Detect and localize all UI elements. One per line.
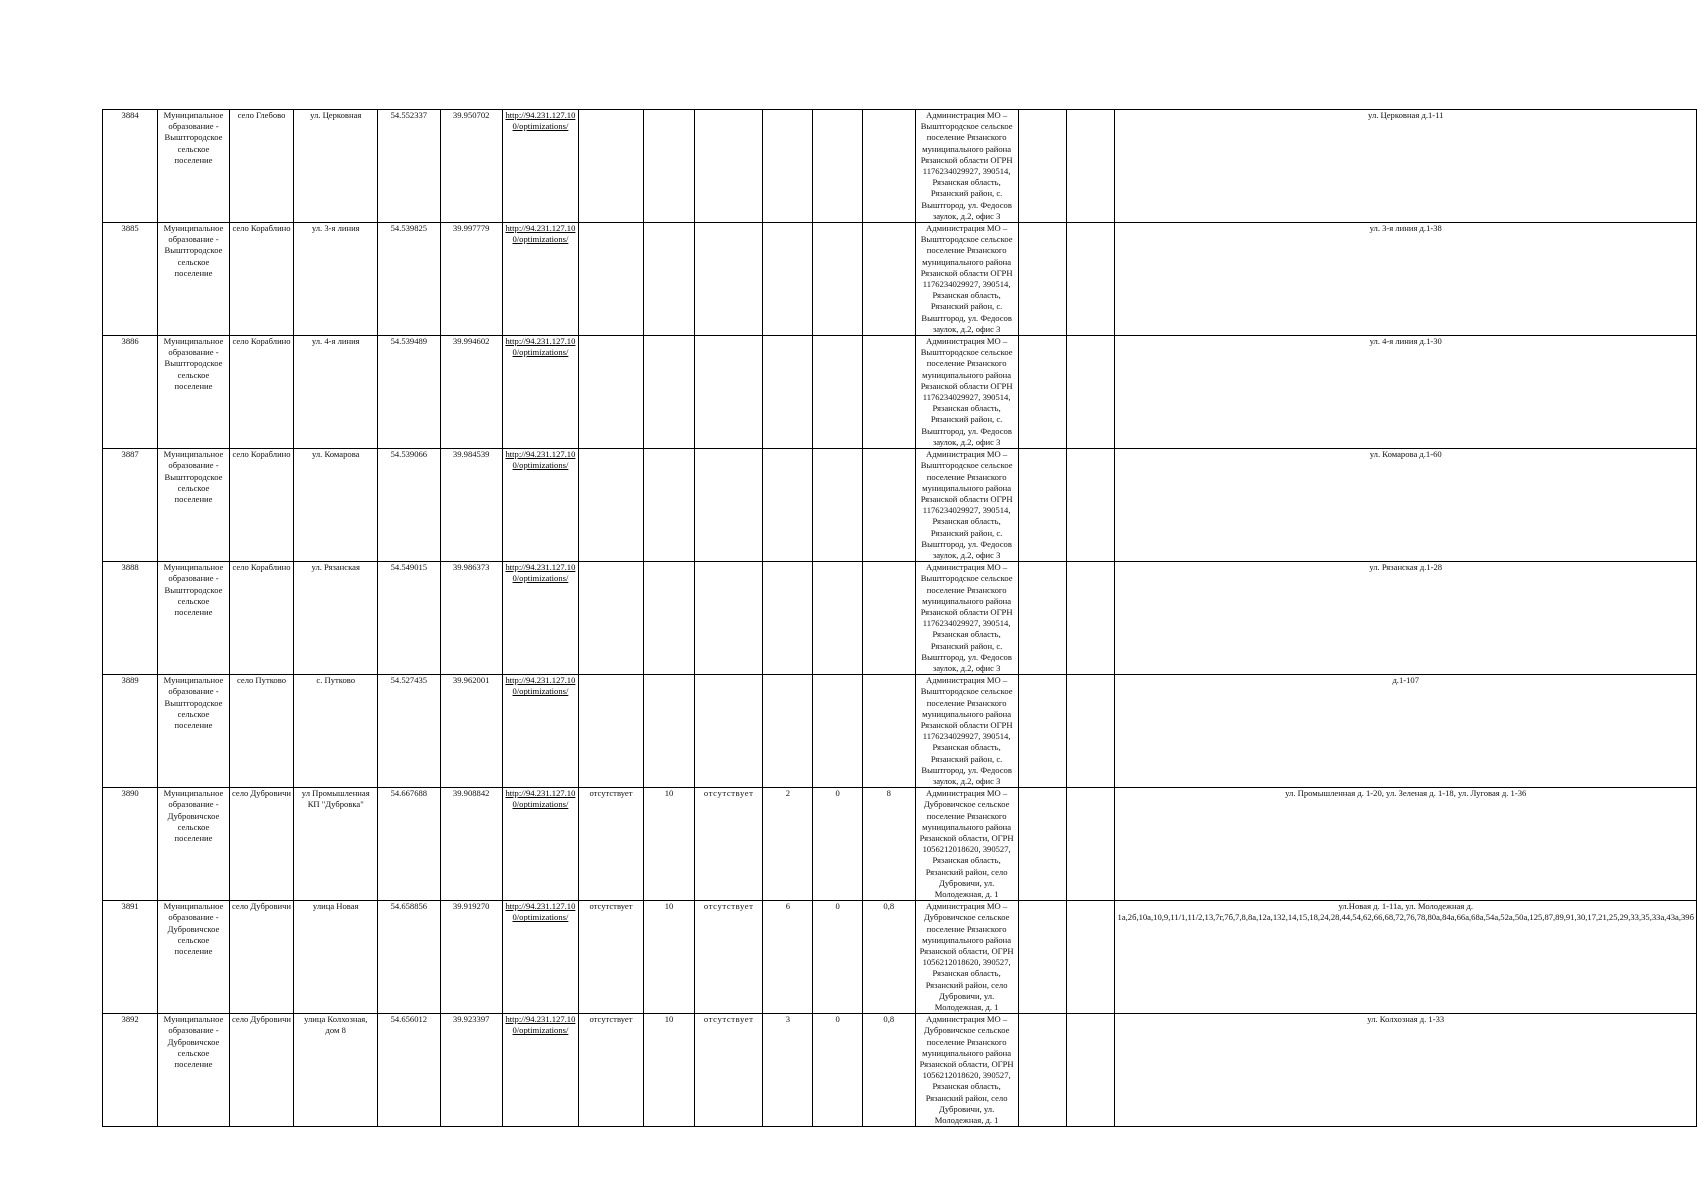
cell-8 [643,562,694,675]
cell-14 [1018,110,1066,223]
row-number: 3887 [103,449,158,562]
row-number: 3890 [103,788,158,901]
cell-9 [695,336,763,449]
longitude: 39.997779 [440,223,502,336]
cell-8 [643,449,694,562]
row-number: 3891 [103,901,158,1014]
cell-12 [862,223,915,336]
cell-9 [695,110,763,223]
cell-11 [813,562,863,675]
cell-10 [763,449,813,562]
owner-info: Администрация МО – Выштгородское сельское поселение Рязанского муниципального района Рязанской области ОГРН 1176234029927, 390514, Рязанская область, Рязанский район, с. Выштгород, ул. Федосов заулок, д.2, офис 3 [915,562,1018,675]
cell-11: 0 [813,788,863,901]
cell-12 [862,675,915,788]
table-row [103,901,1697,1014]
street: ул Промышленная КП "Дубровка" [294,788,378,901]
cell-9 [695,675,763,788]
cell-9: отсутствует [695,788,763,901]
row-number: 3892 [103,1014,158,1127]
link[interactable]: http://94.231.127.10 0/optimizations/ [502,675,578,788]
served-addresses: ул. Промышленная д. 1-20, ул. Зеленая д. 1-18, ул. Луговая д. 1-36 [1115,788,1697,901]
street: улица Новая [294,901,378,1014]
owner-info: Администрация МО – Выштгородское сельское поселение Рязанского муниципального района Рязанской области ОГРН 1176234029927, 390514, Рязанская область, Рязанский район, с. Выштгород, ул. Федосов заулок, д.2, офис 3 [915,675,1018,788]
owner-info: Администрация МО – Дубровичское сельское поселение Рязанского муниципального района Рязанской области, ОГРН 1056212018620, 390527, Рязанская область, Рязанский район, село Дубровичи, ул. Молодежная, д. 1 [915,1014,1018,1127]
served-addresses: ул. Церковная д.1-11 [1115,110,1697,223]
cell-14 [1018,675,1066,788]
cell-15 [1067,223,1115,336]
cell-7: отсутствует [579,1014,644,1127]
registry-table [102,109,1697,1127]
owner-info: Администрация МО – Выштгородское сельское поселение Рязанского муниципального района Рязанской области ОГРН 1176234029927, 390514, Рязанская область, Рязанский район, с. Выштгород, ул. Федосов заулок, д.2, офис 3 [915,110,1018,223]
municipality: Муниципальное образование - Дубровичское сельское поселение [158,1014,229,1127]
owner-info: Администрация МО – Выштгородское сельское поселение Рязанского муниципального района Рязанской области ОГРН 1176234029927, 390514, Рязанская область, Рязанский район, с. Выштгород, ул. Федосов заулок, д.2, офис 3 [915,449,1018,562]
municipality: Муниципальное образование - Выштгородское сельское поселение [158,336,229,449]
cell-12 [862,449,915,562]
cell-14 [1018,449,1066,562]
row-number: 3884 [103,110,158,223]
cell-11 [813,675,863,788]
served-addresses: ул. Колхозная д. 1-33 [1115,1014,1697,1127]
cell-10 [763,336,813,449]
link[interactable]: http://94.231.127.10 0/optimizations/ [502,788,578,901]
latitude: 54.527435 [378,675,440,788]
latitude: 54.539066 [378,449,440,562]
cell-15 [1067,901,1115,1014]
row-number: 3889 [103,675,158,788]
cell-12 [862,336,915,449]
cell-12: 0,8 [862,901,915,1014]
row-number: 3888 [103,562,158,675]
cell-10 [763,562,813,675]
cell-11 [813,110,863,223]
cell-14 [1018,788,1066,901]
longitude: 39.908842 [440,788,502,901]
cell-11: 0 [813,901,863,1014]
municipality: Муниципальное образование - Дубровичское сельское поселение [158,901,229,1014]
cell-15 [1067,675,1115,788]
owner-info: Администрация МО – Выштгородское сельское поселение Рязанского муниципального района Рязанской области ОГРН 1176234029927, 390514, Рязанская область, Рязанский район, с. Выштгород, ул. Федосов заулок, д.2, офис 3 [915,223,1018,336]
settlement: село Дубровичи [229,1014,294,1127]
cell-12: 8 [862,788,915,901]
cell-11 [813,336,863,449]
longitude: 39.950702 [440,110,502,223]
street: ул. 3-я линия [294,223,378,336]
longitude: 39.984539 [440,449,502,562]
cell-8 [643,223,694,336]
table-row [103,562,1697,675]
table-row [103,110,1697,223]
table-row [103,449,1697,562]
cell-14 [1018,223,1066,336]
cell-10: 3 [763,1014,813,1127]
longitude: 39.923397 [440,1014,502,1127]
cell-9 [695,449,763,562]
longitude: 39.986373 [440,562,502,675]
longitude: 39.962001 [440,675,502,788]
municipality: Муниципальное образование - Дубровичское сельское поселение [158,788,229,901]
settlement: село Путково [229,675,294,788]
cell-10: 2 [763,788,813,901]
street: ул. Комарова [294,449,378,562]
street: улица Колхозная, дом 8 [294,1014,378,1127]
cell-14 [1018,562,1066,675]
longitude: 39.994602 [440,336,502,449]
longitude: 39.919270 [440,901,502,1014]
settlement: село Кораблино [229,449,294,562]
street: с. Путково [294,675,378,788]
served-addresses: д.1-107 [1115,675,1697,788]
link[interactable]: http://94.231.127.10 0/optimizations/ [502,110,578,223]
street: ул. Рязанская [294,562,378,675]
cell-9 [695,562,763,675]
settlement: село Кораблино [229,223,294,336]
cell-10 [763,110,813,223]
cell-7 [579,562,644,675]
cell-7 [579,223,644,336]
cell-8 [643,336,694,449]
served-addresses: ул. 4-я линия д.1-30 [1115,336,1697,449]
table-row [103,336,1697,449]
row-number: 3885 [103,223,158,336]
settlement: село Дубровичи [229,788,294,901]
settlement: село Кораблино [229,336,294,449]
table-body [103,110,1697,1127]
served-addresses: ул. 3-я линия д.1-38 [1115,223,1697,336]
settlement: село Кораблино [229,562,294,675]
cell-9 [695,223,763,336]
cell-9: отсутствует [695,901,763,1014]
owner-info: Администрация МО – Дубровичское сельское поселение Рязанского муниципального района Рязанской области, ОГРН 1056212018620, 390527, Рязанская область, Рязанский район, село Дубровичи, ул. Молодежная, д. 1 [915,901,1018,1014]
served-addresses: ул. Рязанская д.1-28 [1115,562,1697,675]
link[interactable]: http://94.231.127.10 0/optimizations/ [502,449,578,562]
table-row [103,788,1697,901]
link[interactable]: http://94.231.127.10 0/optimizations/ [502,336,578,449]
latitude: 54.539825 [378,223,440,336]
cell-7: отсутствует [579,788,644,901]
link[interactable]: http://94.231.127.10 0/optimizations/ [502,223,578,336]
cell-15 [1067,788,1115,901]
cell-15 [1067,449,1115,562]
cell-8: 10 [643,1014,694,1127]
cell-7: отсутствует [579,901,644,1014]
cell-12 [862,562,915,675]
cell-7 [579,110,644,223]
cell-14 [1018,1014,1066,1127]
municipality: Муниципальное образование - Выштгородское сельское поселение [158,675,229,788]
street: ул. 4-я линия [294,336,378,449]
municipality: Муниципальное образование - Выштгородское сельское поселение [158,110,229,223]
cell-8: 10 [643,901,694,1014]
cell-11: 0 [813,1014,863,1127]
cell-12: 0,8 [862,1014,915,1127]
latitude: 54.656012 [378,1014,440,1127]
cell-15 [1067,1014,1115,1127]
settlement: село Дубровичи [229,901,294,1014]
table-row [103,675,1697,788]
cell-7 [579,336,644,449]
link[interactable]: http://94.231.127.10 0/optimizations/ [502,1014,578,1127]
municipality: Муниципальное образование - Выштгородское сельское поселение [158,449,229,562]
latitude: 54.549015 [378,562,440,675]
latitude: 54.552337 [378,110,440,223]
latitude: 54.667688 [378,788,440,901]
cell-7 [579,449,644,562]
cell-8 [643,675,694,788]
cell-11 [813,223,863,336]
cell-9: отсутствует [695,1014,763,1127]
cell-10 [763,223,813,336]
municipality: Муниципальное образование - Выштгородское сельское поселение [158,223,229,336]
cell-15 [1067,110,1115,223]
cell-7 [579,675,644,788]
row-number: 3886 [103,336,158,449]
cell-8: 10 [643,788,694,901]
cell-8 [643,110,694,223]
cell-15 [1067,336,1115,449]
owner-info: Администрация МО – Дубровичское сельское поселение Рязанского муниципального района Рязанской области, ОГРН 1056212018620, 390527, Рязанская область, Рязанский район, село Дубровичи, ул. Молодежная, д. 1 [915,788,1018,901]
cell-10 [763,675,813,788]
cell-10: 6 [763,901,813,1014]
street: ул. Церковная [294,110,378,223]
latitude: 54.658856 [378,901,440,1014]
cell-15 [1067,562,1115,675]
served-addresses: ул. Комарова д.1-60 [1115,449,1697,562]
settlement: село Глебово [229,110,294,223]
cell-12 [862,110,915,223]
link[interactable]: http://94.231.127.10 0/optimizations/ [502,562,578,675]
cell-14 [1018,901,1066,1014]
latitude: 54.539489 [378,336,440,449]
municipality: Муниципальное образование - Выштгородское сельское поселение [158,562,229,675]
owner-info: Администрация МО – Выштгородское сельское поселение Рязанского муниципального района Рязанской области ОГРН 1176234029927, 390514, Рязанская область, Рязанский район, с. Выштгород, ул. Федосов заулок, д.2, офис 3 [915,336,1018,449]
served-addresses: ул.Новая д. 1-11а, ул. Молодежная д. 1а,2б,10а,10,9,11/1,11/2,13,7г,7б,7,8,8а,12а,132,14,15,18,24,28,44,54,62,66,68,72,76,78,80а,84а,66а,68а,54а,52а,50а,125,87,89,91,30,17,21,25,29,33,35,33а,43а,39б [1115,901,1697,1014]
cell-14 [1018,336,1066,449]
table-row [103,1014,1697,1127]
table-row [103,223,1697,336]
link[interactable]: http://94.231.127.10 0/optimizations/ [502,901,578,1014]
cell-11 [813,449,863,562]
